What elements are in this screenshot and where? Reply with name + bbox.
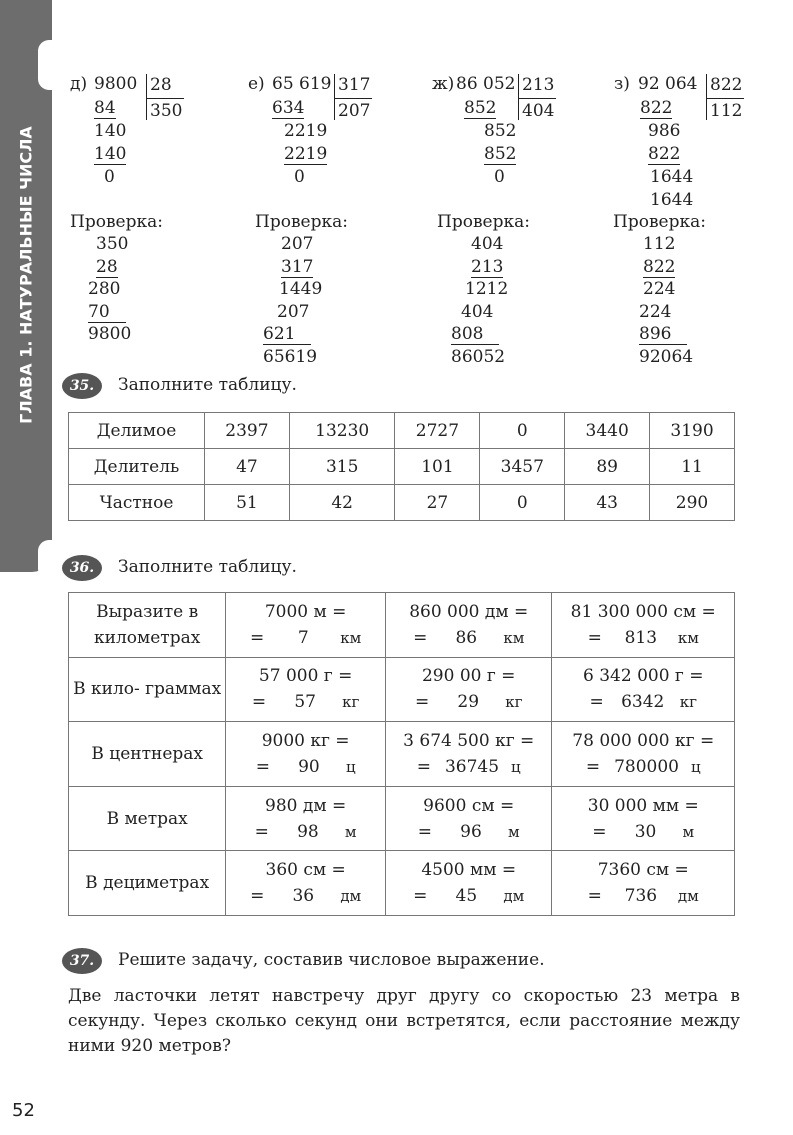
check-line: 404 <box>471 234 504 254</box>
conversion-expression: 81 300 000 см = <box>570 601 716 622</box>
check-line: 207 <box>277 301 310 322</box>
table-row <box>69 413 735 449</box>
divisor: 317 <box>338 75 371 95</box>
conversion-cell <box>226 786 386 851</box>
conversion-answer: 780000 <box>614 756 679 777</box>
row-header: Выразите в километрах <box>69 593 226 658</box>
conversion-cell <box>552 851 735 916</box>
check-title: Проверка: <box>613 212 706 232</box>
conversion-cell <box>385 851 552 916</box>
equals-sign: = <box>585 756 601 777</box>
division-bar <box>334 74 335 120</box>
conversion-cell <box>226 657 386 722</box>
unit: дм <box>503 887 525 906</box>
table-cell: 2727 <box>395 413 480 449</box>
unit: ц <box>511 757 521 776</box>
equals-sign: = <box>249 627 265 648</box>
unit: кг <box>342 693 360 712</box>
conversion-answer: 90 <box>298 756 320 777</box>
division-bar <box>146 74 147 120</box>
table-cell: 13230 <box>289 413 395 449</box>
unit: км <box>503 628 525 647</box>
row-header: В метрах <box>69 786 226 851</box>
conversion-answer: 6342 <box>621 692 665 713</box>
divisor: 822 <box>710 75 743 95</box>
check-line: 1449 <box>279 279 323 300</box>
table-row <box>69 657 735 722</box>
conversion-expression: 860 000 дм = <box>409 601 529 622</box>
row-header: В центнерах <box>69 722 226 787</box>
conversion-answer: 813 <box>624 627 658 648</box>
table-cell: 0 <box>480 413 565 449</box>
conversion-answer: 36 <box>292 886 315 907</box>
check-line: 207 <box>281 234 314 254</box>
task-number-badge: 35. <box>62 373 102 399</box>
division-step: 634 <box>272 98 305 118</box>
check-line: 224 <box>643 279 676 300</box>
equals-sign: = <box>414 692 430 713</box>
quotient: 350 <box>150 101 183 121</box>
unit: дм <box>340 887 362 906</box>
check-line: 112 <box>643 234 676 254</box>
conversion-answer: 98 <box>297 821 319 842</box>
conversion-answer-line <box>386 883 552 909</box>
equals-sign: = <box>587 886 602 907</box>
conversion-expression: 78 000 000 кг = <box>572 730 715 751</box>
divisor: 213 <box>522 75 555 95</box>
table-cell: 3190 <box>650 413 735 449</box>
divisor: 28 <box>150 75 172 95</box>
task-number-badge: 36. <box>62 555 102 581</box>
table-row <box>69 449 735 485</box>
table-cell: 3440 <box>565 413 650 449</box>
division-label: ж) <box>432 74 455 94</box>
task-instruction: Заполните таблицу. <box>118 557 297 577</box>
dividend: 65 619 <box>272 74 332 94</box>
chapter-title: ГЛАВА 1. НАТУРАЛЬНЫЕ ЧИСЛА <box>16 126 36 424</box>
check-line: 70 <box>88 302 126 323</box>
equals-sign: = <box>417 821 432 842</box>
table-cell: 51 <box>205 485 290 521</box>
check-line: 9800 <box>88 324 132 345</box>
unit: м <box>682 822 695 841</box>
unit: кг <box>679 693 697 712</box>
conversion-answer: 29 <box>457 692 480 713</box>
division-table <box>68 412 735 521</box>
table-row <box>69 485 735 521</box>
table-cell: 11 <box>650 449 735 485</box>
conversion-answer: 30 <box>634 821 657 842</box>
check-line: 822 <box>643 256 676 277</box>
unit: дм <box>677 887 699 906</box>
division-step: 852 <box>484 121 517 141</box>
unit: км <box>677 628 699 647</box>
check-line: 28 <box>96 256 118 277</box>
conversion-answer-line <box>226 625 385 651</box>
unit: ц <box>345 757 356 776</box>
conversion-cell <box>385 786 552 851</box>
equals-sign: = <box>250 886 265 907</box>
division-bar <box>706 74 707 120</box>
conversion-answer-line <box>552 689 734 715</box>
unit: м <box>508 822 520 841</box>
check-title: Проверка: <box>70 212 163 232</box>
division-bar <box>706 98 744 99</box>
conversion-expression: 30 000 мм = <box>587 795 699 816</box>
division-label: з) <box>614 74 630 94</box>
conversion-cell <box>552 722 735 787</box>
conversion-expression: 6 342 000 г = <box>583 666 704 687</box>
conversion-answer-line <box>386 625 552 651</box>
conversion-answer-line <box>386 754 552 780</box>
conversion-answer-line <box>552 625 734 651</box>
conversion-answer-line <box>552 819 734 845</box>
check-line: 621 <box>263 324 311 345</box>
check-line: 65619 <box>263 347 318 367</box>
quotient: 404 <box>522 101 555 121</box>
table-cell: 101 <box>395 449 480 485</box>
conversion-expression: 4500 мм = <box>421 860 517 881</box>
division-step: 140 <box>94 144 127 164</box>
conversion-expression: 290 00 г = <box>421 666 516 687</box>
conversion-answer: 57 <box>294 692 316 713</box>
conversion-answer: 45 <box>455 886 478 907</box>
division-step: 822 <box>648 144 681 164</box>
equals-sign: = <box>592 821 607 842</box>
division-label: е) <box>248 74 265 94</box>
quotient: 207 <box>338 101 371 121</box>
table-cell: 47 <box>205 449 290 485</box>
conversion-expression: 7360 см = <box>597 860 689 881</box>
page-number: 52 <box>12 1100 35 1121</box>
conversion-answer: 86 <box>455 627 478 648</box>
division-step: 140 <box>94 121 127 141</box>
check-title: Проверка: <box>437 212 530 232</box>
equals-sign: = <box>413 627 428 648</box>
chapter-sidebar <box>0 0 52 572</box>
conversion-cell <box>226 851 386 916</box>
conversion-cell <box>385 593 552 658</box>
table-cell: 3457 <box>480 449 565 485</box>
check-line: 317 <box>281 256 314 277</box>
conversion-cell <box>552 786 735 851</box>
unit: м <box>344 822 357 841</box>
conversion-answer: 96 <box>460 821 482 842</box>
conversion-expression: 9000 кг = <box>261 730 350 751</box>
division-bar <box>518 98 556 99</box>
conversion-answer: 7 <box>297 627 309 648</box>
unit: ц <box>690 757 701 776</box>
conversion-answer-line <box>226 689 385 715</box>
check-title: Проверка: <box>255 212 348 232</box>
dividend: 9800 <box>94 74 138 94</box>
division-step: 1644 <box>650 167 694 187</box>
division-step: 0 <box>104 167 115 187</box>
division-bar <box>518 74 519 120</box>
division-step: 986 <box>648 121 681 141</box>
table-row <box>69 722 735 787</box>
row-header: В кило- граммах <box>69 657 226 722</box>
conversion-answer: 736 <box>624 886 658 907</box>
row-header: В дециметрах <box>69 851 226 916</box>
conversion-expression: 3 674 500 кг = <box>403 730 535 751</box>
check-line: 808 <box>451 324 499 345</box>
unit: км <box>340 628 362 647</box>
conversion-cell <box>552 593 735 658</box>
task-instruction: Решите задачу, составив числовое выражение. <box>118 950 545 970</box>
equals-sign: = <box>251 692 267 713</box>
unit-conversion-table <box>68 592 735 916</box>
check-line: 86052 <box>451 347 506 367</box>
equals-sign: = <box>416 756 431 777</box>
equals-sign: = <box>413 886 428 907</box>
dividend: 86 052 <box>456 74 516 94</box>
check-line: 896 <box>639 324 687 345</box>
quotient: 112 <box>710 101 743 121</box>
conversion-answer-line <box>226 754 385 780</box>
equals-sign: = <box>589 692 604 713</box>
division-step: 84 <box>94 98 116 118</box>
task-instruction: Заполните таблицу. <box>118 375 297 395</box>
table-cell: 2397 <box>205 413 290 449</box>
division-step: 2219 <box>284 144 328 164</box>
equals-sign: = <box>254 821 269 842</box>
task-number-badge: 37. <box>62 948 102 974</box>
conversion-answer-line <box>552 754 734 780</box>
conversion-cell <box>226 593 386 658</box>
division-step: 0 <box>494 167 505 187</box>
conversion-expression: 980 дм = <box>265 795 347 816</box>
conversion-cell <box>385 657 552 722</box>
conversion-answer-line <box>552 883 734 909</box>
division-step: 822 <box>640 98 673 118</box>
check-line: 1212 <box>465 279 509 300</box>
conversion-answer-line <box>226 819 385 845</box>
conversion-cell <box>385 722 552 787</box>
task-text: Две ласточки летят навстречу друг другу со скоростью 23 метра в секунду. Через сколько секунд они встретятся, если расстояние между ними 920 метров? <box>68 986 740 1056</box>
conversion-expression: 57 000 г = <box>258 666 353 687</box>
conversion-cell <box>226 722 386 787</box>
conversion-answer-line <box>226 883 385 909</box>
conversion-answer-line <box>386 819 552 845</box>
dividend: 92 064 <box>638 74 698 94</box>
row-header: Делитель <box>69 449 205 485</box>
table-cell: 315 <box>289 449 395 485</box>
table-cell: 89 <box>565 449 650 485</box>
division-label: д) <box>70 74 88 94</box>
division-step: 852 <box>464 98 497 118</box>
check-line: 404 <box>461 301 494 322</box>
table-cell: 0 <box>480 485 565 521</box>
table-cell: 290 <box>650 485 735 521</box>
division-step: 1644 <box>650 190 694 210</box>
conversion-cell <box>552 657 735 722</box>
division-bar <box>334 98 372 99</box>
row-header: Частное <box>69 485 205 521</box>
table-row <box>69 851 735 916</box>
check-line: 92064 <box>639 347 694 367</box>
conversion-expression: 7000 м = <box>264 601 347 622</box>
unit: кг <box>505 693 523 712</box>
table-cell: 42 <box>289 485 395 521</box>
check-line: 350 <box>96 234 129 254</box>
conversion-expression: 9600 см = <box>423 795 515 816</box>
conversion-answer: 36745 <box>444 756 500 777</box>
row-header: Делимое <box>69 413 205 449</box>
division-step: 852 <box>484 144 517 164</box>
check-line: 280 <box>88 279 121 300</box>
division-step: 0 <box>294 167 305 187</box>
check-line: 224 <box>639 301 672 322</box>
equals-sign: = <box>255 756 270 777</box>
table-cell: 27 <box>395 485 480 521</box>
division-bar <box>146 98 184 99</box>
division-step: 2219 <box>284 121 328 141</box>
equals-sign: = <box>587 627 602 648</box>
conversion-answer-line <box>386 689 552 715</box>
check-line: 213 <box>471 256 504 277</box>
conversion-expression: 360 см = <box>265 860 346 881</box>
table-row <box>69 786 735 851</box>
table-cell: 43 <box>565 485 650 521</box>
table-row <box>69 593 735 658</box>
